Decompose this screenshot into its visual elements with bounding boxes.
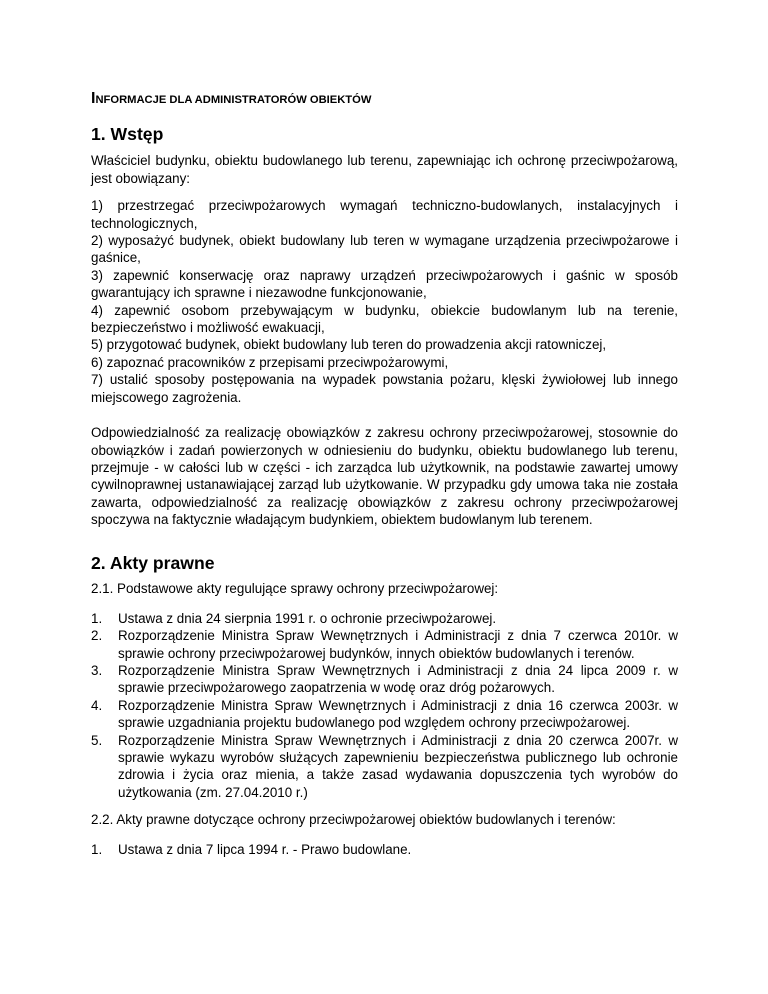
duty-item: 5) przygotować budynek, obiekt budowlany lub teren do prowadzenia akcji ratowniczej, xyxy=(91,337,607,353)
list-item xyxy=(91,610,678,627)
list-number: 2. xyxy=(91,628,103,644)
title-initial: I xyxy=(91,90,96,107)
responsibility-paragraph: Odpowiedzialność za realizację obowiązków z zakresu ochrony przeciwpożarowej, stosownie do obowiązków i zadań powierzonych w odniesieniu do budynku, obiektu budowlanego lub terenu, przejmuje - w całości lub w części - ich zarządca lub użytkownik, na podstawie zawartej umowy cywilnoprawnej ustanawiającej zarząd lub użytkowanie. W przypadku gdy umowa taka nie została zawarta, odpowiedzialność za realizację obowiązków z zakresu ochrony przeciwpożarowej spoczywa na faktycznie władającym budynkiem, obiektem budowlanym lub terenem. xyxy=(91,425,678,528)
title-rest: NFORMACJE DLA ADMINISTRATORÓW OBIEKTÓW xyxy=(95,94,372,106)
duty-item: 7) ustalić sposoby postępowania na wypadek powstania pożaru, klęski żywiołowej lub innego miejscowego zagrożenia. xyxy=(91,372,678,405)
list-number: 3. xyxy=(91,663,103,679)
duty-item: 3) zapewnić konserwację oraz naprawy urządzeń przeciwpożarowych i gaśnic w sposób gwarantujący ich sprawne i niezawodne funkcjonowanie, xyxy=(91,267,678,301)
list-number: 4. xyxy=(91,697,103,713)
list-number: 5. xyxy=(91,732,103,748)
duty-item: 1) przestrzegać przeciwpożarowych wymagań techniczno-budowlanych, instalacyjnych i technologicznych, xyxy=(91,198,678,231)
list-text: Ustawa z dnia 7 lipca 1994 r. - Prawo budowlane. xyxy=(118,841,412,857)
list-number: 1. xyxy=(91,610,103,626)
list-text: Rozporządzenie Ministra Spraw Wewnętrznych i Administracji z dnia 7 czerwca 2010r. w sprawie ochrony przeciwpożarowej budynków, innych obiektów budowlanych i terenów. xyxy=(118,628,678,661)
duties-list xyxy=(91,197,678,406)
document-title xyxy=(91,90,678,109)
subsection-heading: 2.2. Akty prawne dotyczące ochrony przeciwpożarowej obiektów budowlanych i terenów: xyxy=(91,812,616,828)
building-acts-list xyxy=(91,841,678,858)
list-item xyxy=(91,662,678,697)
list-item xyxy=(91,627,678,662)
list-number: 1. xyxy=(91,841,103,857)
duty-item: 2) wyposażyć budynek, obiekt budowlany lub teren w wymagane urządzenia przeciwpożarowe i gaśnice, xyxy=(91,233,678,266)
list-text: Rozporządzenie Ministra Spraw Wewnętrznych i Administracji z dnia 20 czerwca 2007r. w sprawie wykazu wyrobów służących zapewnieniu bezpieczeństwa publicznego lub ochronie zdrowia i życia oraz mienia, a także zasad wydawania dopuszczenia tych wyrobów do użytkowania (zm. 27.04.2010 r.) xyxy=(118,732,678,800)
subsection-heading: 2.1. Podstawowe akty regulujące sprawy ochrony przeciwpożarowej: xyxy=(91,581,499,597)
section-introduction xyxy=(91,126,678,529)
list-text: Rozporządzenie Ministra Spraw Wewnętrznych i Administracji z dnia 24 lipca 2009 r. w sprawie przeciwpożarowego zaopatrzenia w wodę oraz dróg pożarowych. xyxy=(118,663,678,696)
duty-item: 6) zapoznać pracowników z przepisami przeciwpożarowymi, xyxy=(91,354,449,370)
duty-item: 4) zapewnić osobom przebywającym w budynku, obiekcie budowlanym lub na terenie, bezpieczeństwo i możliwość ewakuacji, xyxy=(91,302,678,336)
list-item xyxy=(91,841,678,858)
section-heading: 1. Wstęp xyxy=(91,124,164,144)
section-heading: 2. Akty prawne xyxy=(91,553,215,573)
legal-acts-list xyxy=(91,610,678,801)
intro-paragraph: Właściciel budynku, obiektu budowlanego lub terenu, zapewniając ich ochronę przeciwpożarową, jest obowiązany: xyxy=(91,153,678,186)
list-item xyxy=(91,697,678,732)
list-item xyxy=(91,732,678,802)
list-text: Ustawa z dnia 24 sierpnia 1991 r. o ochronie przeciwpożarowej. xyxy=(118,610,497,626)
list-text: Rozporządzenie Ministra Spraw Wewnętrznych i Administracji z dnia 16 czerwca 2003r. w sprawie uzgadniania projektu budowlanego pod względem ochrony przeciwpożarowej. xyxy=(118,697,678,731)
section-legal-acts xyxy=(91,555,678,858)
